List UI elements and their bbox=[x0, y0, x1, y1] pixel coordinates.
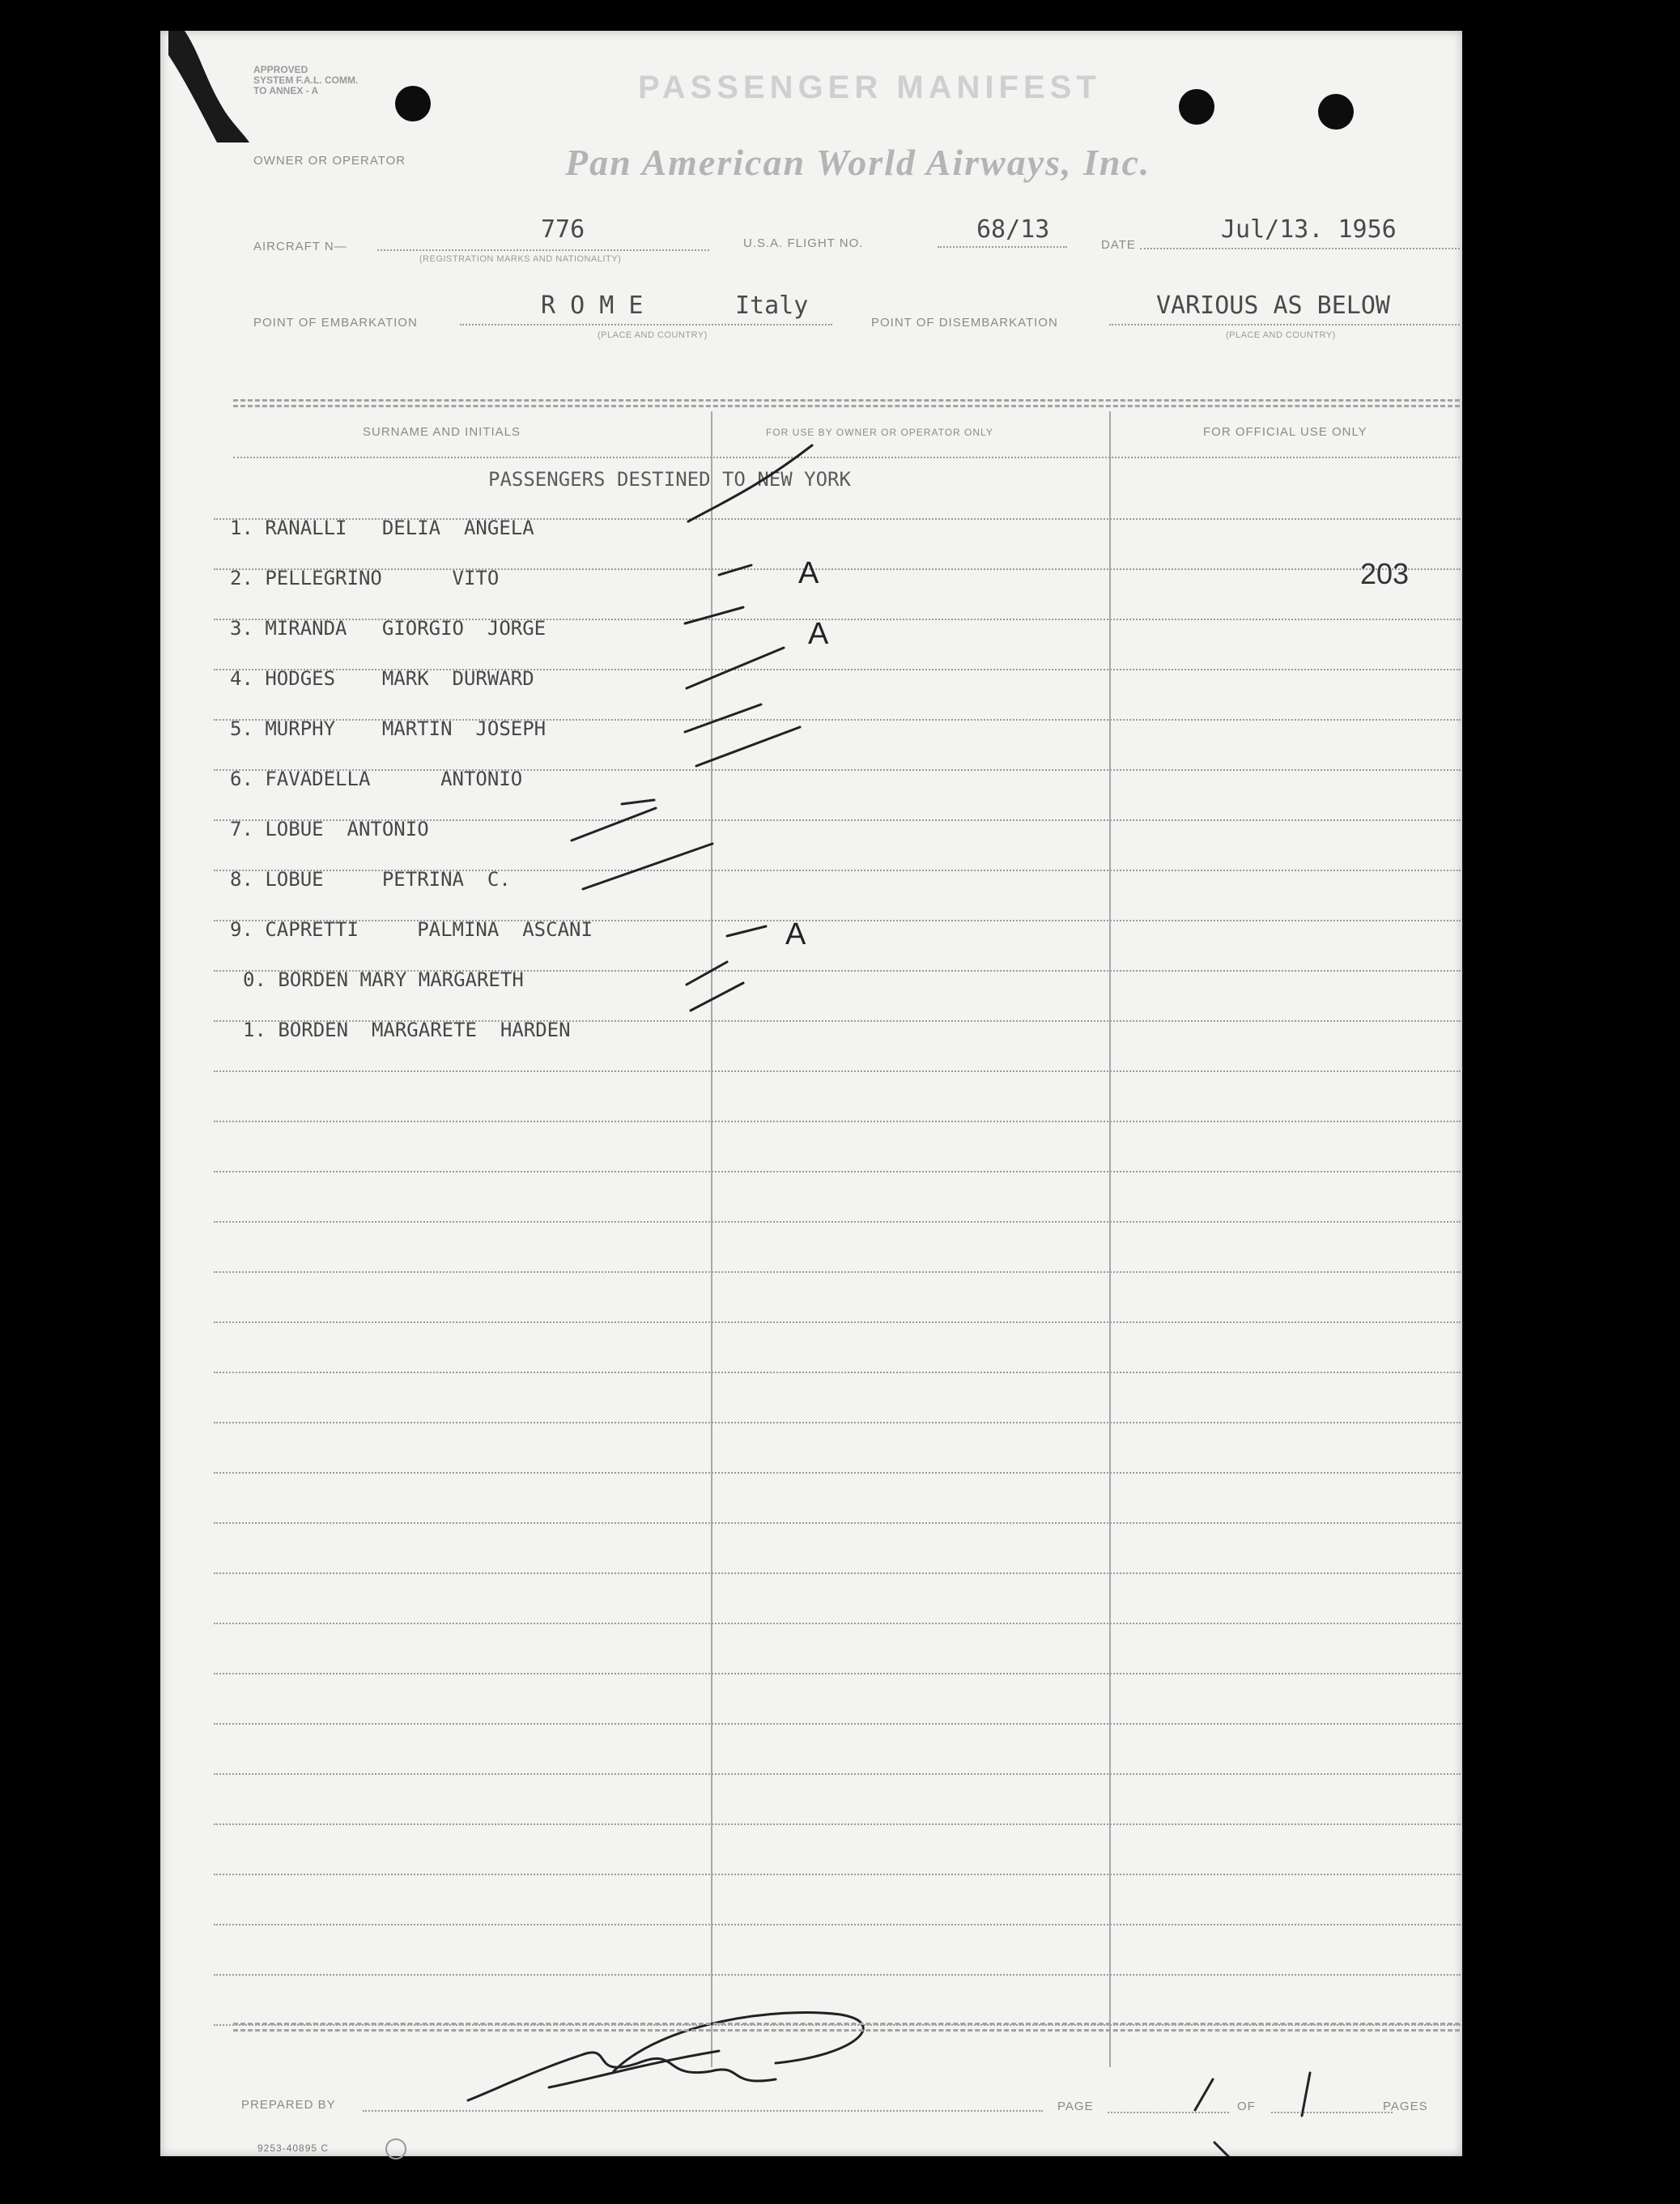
aircraft-label: AIRCRAFT N— bbox=[253, 240, 347, 253]
pages-label: PAGES bbox=[1383, 2100, 1428, 2113]
date-label: DATE bbox=[1101, 238, 1136, 252]
check-stroke bbox=[691, 983, 743, 1011]
disembarkation-value: VARIOUS AS BELOW bbox=[1156, 291, 1390, 320]
union-bug-icon bbox=[385, 2138, 406, 2159]
passenger-row: 7. LOBUE ANTONIO bbox=[230, 818, 429, 840]
stamp-line-1: APPROVED bbox=[253, 64, 308, 75]
passenger-row: 6. FAVADELLA ANTONIO bbox=[230, 768, 523, 790]
passenger-row: 0. BORDEN MARY MARGARETH bbox=[243, 968, 524, 991]
date-value: Jul/13. 1956 bbox=[1221, 215, 1397, 244]
section-heading: PASSENGERS DESTINED TO NEW YORK bbox=[488, 468, 851, 491]
passenger-row: 2. PELLEGRINO VITO bbox=[230, 567, 500, 589]
aircraft-caption: (REGISTRATION MARKS AND NATIONALITY) bbox=[419, 254, 622, 264]
of-label: OF bbox=[1237, 2100, 1256, 2113]
form-number: 9253-40895 C bbox=[257, 2142, 330, 2154]
flight-label: U.S.A. FLIGHT NO. bbox=[743, 236, 864, 250]
page-tick bbox=[1214, 2142, 1229, 2156]
owner-label: OWNER OR OPERATOR bbox=[253, 154, 406, 168]
disembarkation-label: POINT OF DISEMBARKATION bbox=[871, 316, 1058, 330]
flight-number-value: 68/13 bbox=[976, 215, 1050, 244]
passenger-row: 3. MIRANDA GIORGIO JORGE bbox=[230, 617, 547, 640]
check-stroke bbox=[687, 648, 784, 688]
check-stroke bbox=[622, 800, 654, 804]
check-stroke bbox=[727, 926, 766, 936]
manifest-sheet bbox=[160, 31, 1462, 2156]
embarkation-city: R O M E bbox=[541, 291, 644, 320]
check-stroke bbox=[719, 565, 751, 575]
official-number: 203 bbox=[1360, 557, 1410, 590]
column-surname-header: SURNAME AND INITIALS bbox=[363, 425, 521, 439]
embarkation-caption: (PLACE AND COUNTRY) bbox=[598, 330, 708, 340]
aircraft-value: 776 bbox=[541, 215, 585, 244]
prepared-by-label: PREPARED BY bbox=[241, 2098, 336, 2112]
check-stroke bbox=[685, 607, 743, 623]
passenger-row: 5. MURPHY MARTIN JOSEPH bbox=[230, 717, 547, 740]
passenger-row: 1. BORDEN MARGARETE HARDEN bbox=[243, 1019, 571, 1041]
check-stroke bbox=[688, 445, 812, 521]
page-number-handwritten bbox=[1205, 2079, 1210, 2088]
check-stroke bbox=[572, 808, 656, 840]
stamp-line-2: SYSTEM F.A.L. COMM. bbox=[253, 74, 359, 86]
passenger-row: 9. CAPRETTI PALMINA ASCANI bbox=[230, 918, 593, 941]
check-stroke bbox=[583, 844, 712, 889]
signature-stroke bbox=[614, 2013, 863, 2071]
column-owner-use-header: FOR USE BY OWNER OR OPERATOR ONLY bbox=[766, 427, 993, 438]
check-stroke bbox=[687, 962, 727, 985]
page-label: PAGE bbox=[1057, 2100, 1094, 2113]
page-total-handwritten bbox=[1302, 2079, 1307, 2088]
stamp-line-3: TO ANNEX - A bbox=[253, 85, 319, 96]
embarkation-label: POINT OF EMBARKATION bbox=[253, 316, 418, 330]
passenger-row: 8. LOBUE PETRINA C. bbox=[230, 868, 511, 891]
handwritten-mark-a: A bbox=[808, 617, 829, 651]
signature-stroke bbox=[468, 2053, 776, 2100]
check-stroke bbox=[696, 727, 800, 766]
handwritten-mark-a: A bbox=[785, 917, 806, 951]
passenger-row: 4. HODGES MARK DURWARD bbox=[230, 667, 534, 690]
embarkation-country: Italy bbox=[735, 291, 809, 320]
form-title: PASSENGER MANIFEST bbox=[638, 70, 1101, 105]
handwritten-mark-a: A bbox=[798, 556, 819, 590]
disembarkation-caption: (PLACE AND COUNTRY) bbox=[1226, 330, 1336, 340]
passenger-row: 1. RANALLI DELIA ANGELA bbox=[230, 517, 534, 539]
check-stroke bbox=[685, 704, 761, 732]
company-name: Pan American World Airways, Inc. bbox=[565, 142, 1151, 183]
page-slash bbox=[1195, 2079, 1213, 2110]
handwriting-layer bbox=[160, 31, 1462, 2156]
column-official-use-header: FOR OFFICIAL USE ONLY bbox=[1203, 425, 1367, 439]
